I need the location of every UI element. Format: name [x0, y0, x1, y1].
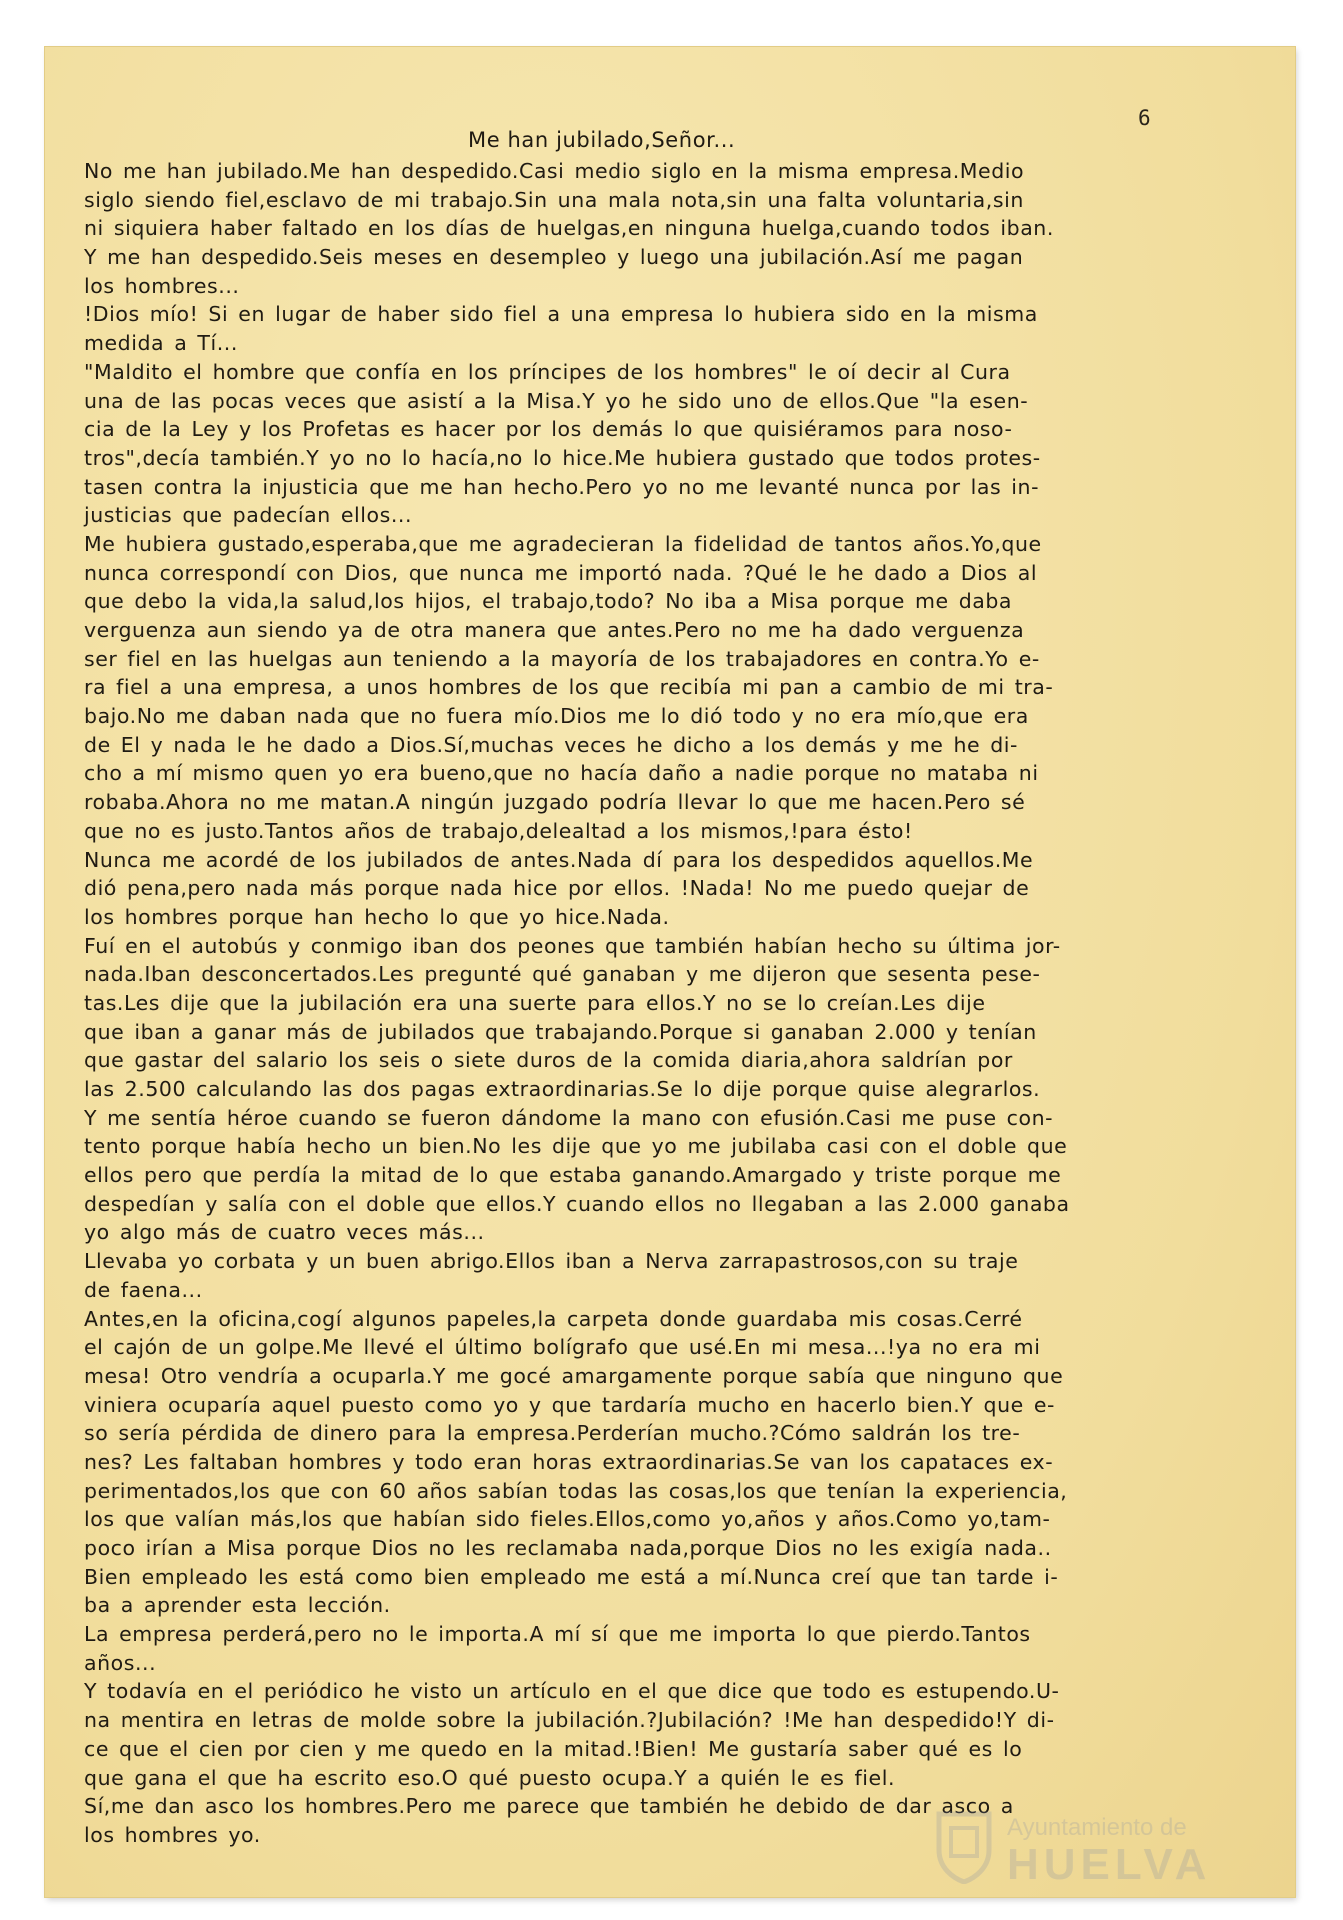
text-line: cia de la Ley y los Profetas es hacer por los demás lo que quisiéramos para noso- — [84, 417, 1013, 442]
text-line: Sí,me dan asco los hombres.Pero me parece que también he debido de dar asco a — [84, 1794, 1014, 1819]
text-line: de faena... — [84, 1277, 203, 1302]
text-line: poco irían a Misa porque Dios no les reclamaba nada,porque Dios no les exigía nada.. — [84, 1536, 1052, 1560]
text-line: ni siquiera haber faltado en los días de huelgas,en ninguna huelga,cuando todos iban. — [84, 216, 1054, 241]
text-line: que gastar del salario los seis o siete duros de la comida diaria,ahora saldrían por — [84, 1048, 1013, 1073]
text-line: mesa! Otro vendría a ocuparla.Y me gocé amargamente porque sabía que ninguno que — [84, 1363, 1064, 1388]
text-line: Nunca me acordé de los jubilados de antes.Nada dí para los despedidos aquellos.Me — [84, 847, 1034, 872]
text-line: nada.Iban desconcertados.Les pregunté qué ganaban y me dijeron que sesenta pese- — [84, 962, 1041, 987]
text-line: No me han jubilado.Me han despedido.Casi medio siglo en la misma empresa.Medio — [84, 159, 1025, 183]
text-line: Bien empleado les está como bien empleado me está a mí.Nunca creí que tan tarde i- — [84, 1564, 1059, 1589]
text-line: que debo la vida,la salud,los hijos, el trabajo,todo? No iba a Misa porque me daba — [84, 589, 1013, 614]
text-line: robaba.Ahora no me matan.A ningún juzgado podría llevar lo que me hacen.Pero sé — [84, 790, 1026, 815]
text-line: Y me han despedido.Seis meses en desempleo y luego una jubilación.Así me pagan — [84, 245, 1024, 270]
text-line: Me hubiera gustado,esperaba,que me agradecieran la fidelidad de tantos años.Yo,que — [84, 531, 1042, 556]
text-line: que gana el que ha escrito eso.O qué puesto ocupa.Y a quién le es fiel. — [84, 1765, 896, 1790]
text-line: perimentados,los que con 60 años sabían todas las cosas,los que tenían la experiencia, — [84, 1478, 1068, 1503]
text-line: na mentira en letras de molde sobre la jubilación.?Jubilación? !Me han despedido!Y di- — [84, 1708, 1055, 1733]
text-line: una de las pocas veces que asistí a la Misa.Y yo he sido uno de ellos.Que "la esen- — [84, 388, 1029, 413]
text-line: Antes,en la oficina,cogí algunos papeles,la carpeta donde guardaba mis cosas.Cerré — [84, 1306, 1023, 1331]
text-line: yo algo más de cuatro veces más... — [84, 1220, 485, 1245]
text-line: de El y nada le he dado a Dios.Sí,muchas veces he dicho a los demás y me he di- — [84, 732, 1018, 757]
text-line: medida a Tí... — [84, 331, 238, 356]
text-line: que iban a ganar más de jubilados que trabajando.Porque si ganaban 2.000 y tenían — [84, 1019, 1037, 1044]
text-line: !Dios mío! Si en lugar de haber sido fiel a una empresa lo hubiera sido en la misma — [84, 302, 1038, 327]
text-line: "Maldito el hombre que confía en los príncipes de los hombres" le oí decir al Cura — [84, 359, 1011, 384]
text-line: dió pena,pero nada más porque nada hice por ellos. !Nada! No me puedo quejar de — [84, 876, 1030, 901]
page-number: 6 — [1138, 106, 1151, 130]
text-line: justicias que padecían ellos... — [84, 503, 413, 528]
text-line: cho a mí mismo quen yo era bueno,que no hacía daño a nadie porque no mataba ni — [84, 761, 1039, 786]
text-line: Y todavía en el periódico he visto un artículo en el que dice que todo es estupendo.U- — [84, 1679, 1060, 1704]
text-line: Llevaba yo corbata y un buen abrigo.Ellos iban a Nerva zarrapastrosos,con su traje — [84, 1249, 1019, 1274]
text-line: los hombres porque han hecho lo que yo hice.Nada. — [84, 904, 670, 929]
text-line: que no es justo.Tantos años de trabajo,delealtad a los mismos,!para ésto! — [84, 818, 913, 843]
text-line: ra fiel a una empresa, a unos hombres de los que recibía mi pan a cambio de mi tra- — [84, 675, 1054, 700]
shield-crest-icon — [935, 1810, 993, 1884]
text-line: despedían y salía con el doble que ellos.Y cuando ellos no llegaban a las 2.000 ganaba — [84, 1191, 1070, 1216]
text-line: Fuí en el autobús y conmigo iban dos peones que también habían hecho su última jor- — [84, 933, 1061, 958]
text-line: nunca correspondí con Dios, que nunca me importó nada. ?Qué le he dado a Dios al — [84, 560, 1038, 585]
archive-watermark — [935, 1810, 1265, 1890]
text-line: viniera ocuparía aquel puesto como yo y que tardaría mucho en hacerlo bien.Y que e- — [84, 1392, 1055, 1417]
text-line: ser fiel en las huelgas aun teniendo a la mayoría de los trabajadores en contra.Yo e- — [84, 646, 1040, 671]
text-line: verguenza aun siendo ya de otra manera que antes.Pero no me ha dado verguenza — [84, 618, 1025, 642]
text-line: Y me sentía héroe cuando se fueron dándome la mano con efusión.Casi me puse con- — [84, 1105, 1054, 1130]
letter-body — [84, 157, 1284, 1850]
text-line: siglo siendo fiel,esclavo de mi trabajo.Sin una mala nota,sin una falta voluntaria,sin — [84, 187, 1024, 212]
text-line: so sería pérdida de dinero para la empresa.Perderían mucho.?Cómo saldrán los tre- — [84, 1421, 1021, 1446]
text-line: La empresa perderá,pero no le importa.A mí sí que me importa lo que pierdo.Tantos — [84, 1622, 1031, 1647]
text-line: tros",decía también.Y yo no lo hacía,no lo hice.Me hubiera gustado que todos protes- — [84, 445, 1041, 470]
text-line: las 2.500 calculando las dos pagas extraordinarias.Se lo dije porque quise alegrarlos. — [84, 1077, 1041, 1101]
text-line: el cajón de un golpe.Me llevé el último bolígrafo que usé.En mi mesa...!ya no era mi — [84, 1335, 1041, 1360]
text-line: los que valían más,los que habían sido fieles.Ellos,como yo,años y años.Como yo,tam- — [84, 1507, 1051, 1532]
watermark-line-1: Ayuntamiento de — [1007, 1814, 1187, 1841]
text-line: tento porque había hecho un bien.No les dije que yo me jubilaba casi con el doble que — [84, 1134, 1068, 1159]
watermark-line-2: HUELVA — [1007, 1840, 1212, 1889]
text-line: tas.Les dije que la jubilación era una suerte para ellos.Y no se lo creían.Les dije — [84, 990, 986, 1015]
text-line: ba a aprender esta lección. — [84, 1593, 391, 1618]
text-line: los hombres yo. — [84, 1822, 261, 1847]
letter-title: Me han jubilado,Señor... — [468, 128, 736, 152]
text-line: ellos pero que perdía la mitad de lo que estaba ganando.Amargado y triste porque me — [84, 1163, 1062, 1188]
text-line: ce que el cien por cien y me quedo en la mitad.!Bien! Me gustaría saber qué es lo — [84, 1736, 1023, 1761]
text-line: bajo.No me daban nada que no fuera mío.Dios me lo dió todo y no era mío,que era — [84, 704, 1029, 729]
text-line: años... — [84, 1650, 157, 1675]
text-line: los hombres... — [84, 273, 240, 298]
text-line: tasen contra la injusticia que me han hecho.Pero yo no me levanté nunca por las in- — [84, 474, 1040, 499]
text-line: nes? Les faltaban hombres y todo eran horas extraordinarias.Se van los capataces ex- — [84, 1449, 1054, 1474]
